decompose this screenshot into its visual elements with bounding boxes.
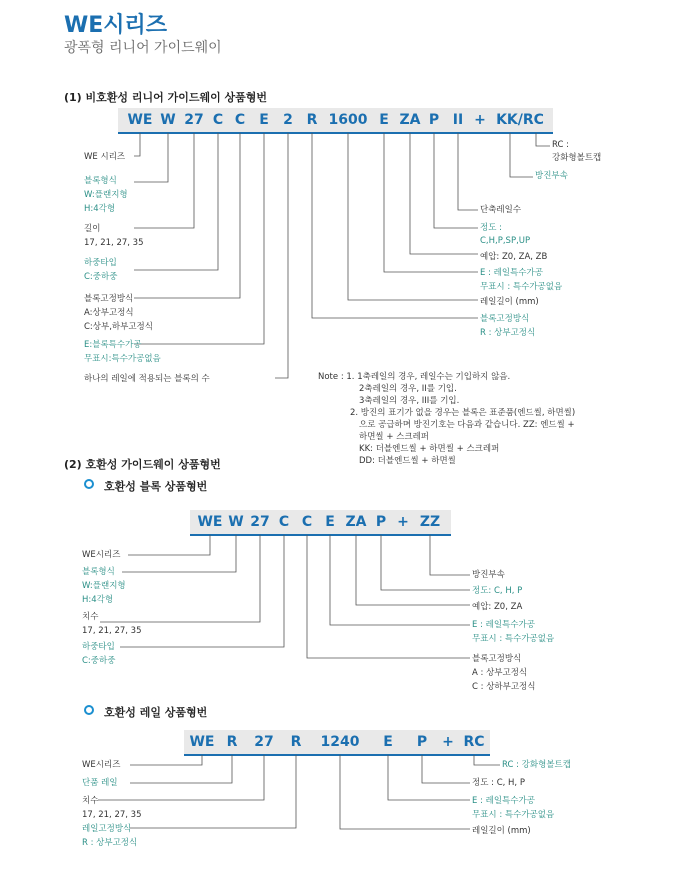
block-heading-text: 호환성 블록 상품형번 — [104, 480, 208, 493]
block-label-dust: 방진부속 — [472, 570, 505, 580]
label-series: WE 시리즈 — [84, 152, 126, 162]
block-label-block-type: 블록형식 — [82, 567, 115, 577]
label-rail-mount: 블록고정방식 — [480, 314, 530, 324]
code-seg: WE — [127, 112, 153, 128]
rail-label-size-vals: 17, 21, 27, 35 — [82, 810, 142, 820]
label-mount-a: A:상부고정식 — [84, 308, 134, 318]
block-label-size: 치수 — [82, 612, 99, 622]
section2-heading: (2) 호환성 가이드웨이 상품형번 — [64, 458, 221, 471]
code-seg: 27 — [250, 514, 270, 530]
rail-heading-text: 호환성 레일 상품형번 — [104, 706, 208, 719]
label-rail-mount-r: R : 상부고정식 — [480, 328, 536, 338]
code-seg: 27 — [184, 112, 204, 128]
code-seg: E — [383, 734, 393, 750]
label-rc: RC : — [552, 140, 569, 150]
code-seg: ZZ — [419, 514, 441, 530]
rail-label-e: E : 레일특수가공 — [472, 796, 535, 806]
code-seg: R — [290, 734, 302, 750]
label-width: 길이 — [84, 224, 101, 234]
label-preload: 예압: Z0, ZA, ZB — [480, 252, 548, 262]
label-block-type-w: W:플랜지형 — [84, 190, 128, 200]
label-rails: 단축레일수 — [480, 205, 522, 215]
code-seg: R — [226, 734, 238, 750]
code-seg: C — [234, 112, 246, 128]
code-seg: E — [325, 514, 335, 530]
note-line: 2축레일의 경우, II를 기입. — [359, 384, 457, 394]
section1-heading: (1) 비호환성 리니어 가이드웨이 상품형번 — [64, 91, 268, 104]
code-seg: R — [306, 112, 318, 128]
label-load: 하중타입 — [84, 258, 117, 268]
label-dust: 방진부속 — [535, 171, 568, 181]
code-seg: W — [160, 112, 176, 128]
rail-label-series: WE시리즈 — [82, 760, 121, 770]
code-seg: WE — [197, 514, 223, 530]
code-seg: C — [301, 514, 313, 530]
code-seg: RC — [463, 734, 485, 750]
label-blocks-per-rail: 하나의 레일에 적용되는 블록의 수 — [84, 374, 210, 384]
code-seg: E — [379, 112, 389, 128]
rail-label-rc: RC : 강화형볼트캡 — [502, 760, 571, 770]
code-seg: + — [474, 112, 486, 128]
label-e-rail: E : 레일특수가공 — [480, 268, 543, 278]
block-label-e: E : 레일특수가공 — [472, 620, 535, 630]
block-label-block-type-h: H:4각형 — [82, 595, 114, 605]
block-label-load-c: C:중하중 — [82, 656, 116, 666]
rail-label-len: 레일길이 (mm) — [472, 826, 531, 836]
label-mount: 블록고정방식 — [84, 294, 134, 304]
rail-label-single: 단품 레일 — [82, 778, 118, 788]
code-seg: 1600 — [328, 112, 368, 128]
code-seg: II — [452, 112, 464, 128]
code-seg: E — [259, 112, 269, 128]
rail-label-mount: 레일고정방식 — [82, 824, 132, 834]
code-seg: C — [278, 514, 290, 530]
block-label-size-vals: 17, 21, 27, 35 — [82, 626, 142, 636]
block-label-mount: 블록고정방식 — [472, 654, 522, 664]
note-line: 하면씰 + 스크레퍼 — [359, 432, 430, 442]
rail-label-accuracy: 정도 : C, H, P — [472, 778, 525, 788]
page-title: WE시리즈 — [64, 13, 168, 38]
rail-label-e-none: 무표시 : 특수가공없음 — [472, 810, 555, 820]
label-e-none: 무표시:특수가공없음 — [84, 354, 161, 364]
block-label-preload: 예압: Z0, ZA — [472, 602, 523, 612]
label-e-block: E:블록특수가공 — [84, 340, 142, 350]
block-label-block-type-w: W:플랜지형 — [82, 581, 126, 591]
label-rc-desc: 강화형볼트캡 — [552, 153, 602, 163]
code-seg: ZA — [345, 514, 367, 530]
code-seg: + — [442, 734, 454, 750]
code-seg: ZA — [399, 112, 421, 128]
label-mount-c: C:상부,하부고정식 — [84, 322, 153, 332]
code-seg: WE — [189, 734, 215, 750]
label-accuracy: 정도 : — [480, 223, 502, 233]
note-line: 2. 방진의 표기가 없을 경우는 블록은 표준품(엔드씰, 하면씰) — [350, 408, 576, 418]
code-seg: P — [375, 514, 387, 530]
label-e-rail-none: 무표시 : 특수가공없음 — [480, 282, 563, 292]
code-seg: P — [416, 734, 428, 750]
label-block-type-h: H:4각형 — [84, 204, 116, 214]
code-seg: W — [228, 514, 244, 530]
label-rail-len: 레일길이 (mm) — [480, 297, 539, 307]
code-seg: P — [428, 112, 440, 128]
block-label-series: WE시리즈 — [82, 550, 121, 560]
code-seg: + — [397, 514, 409, 530]
rail-label-mount-r: R : 상부고정식 — [82, 838, 138, 848]
rail-label-size: 치수 — [82, 796, 99, 806]
note-line: KK: 더블엔드씰 + 하면씰 + 스크레퍼 — [359, 444, 500, 454]
note-line: DD: 더블엔드씰 + 하면씰 — [359, 456, 456, 466]
block-label-accuracy: 정도: C, H, P — [472, 586, 523, 596]
block-label-e-none: 무표시 : 특수가공없음 — [472, 634, 555, 644]
code-seg: C — [212, 112, 224, 128]
label-block-type: 블록형식 — [84, 176, 117, 186]
label-accuracy-vals: C,H,P,SP,UP — [480, 236, 531, 246]
note-line: Note : 1. 1축레일의 경우, 레일수는 기입하지 않음. — [318, 372, 511, 382]
note-line: 3축레일의 경우, III를 기입. — [359, 396, 460, 406]
note-line: 으로 공급하며 방진기호는 다음과 같습니다. ZZ: 엔드씰 + — [359, 420, 575, 430]
page-subtitle: 광폭형 리니어 가이드웨이 — [64, 40, 222, 56]
block-label-load: 하중타입 — [82, 642, 115, 652]
label-width-vals: 17, 21, 27, 35 — [84, 238, 144, 248]
code-seg: 2 — [283, 112, 293, 128]
code-seg: 27 — [254, 734, 274, 750]
block-label-mount-c: C : 상하부고정식 — [472, 682, 536, 692]
code-seg: KK/RC — [496, 112, 544, 128]
code-seg: 1240 — [320, 734, 360, 750]
label-load-c: C:중하중 — [84, 272, 118, 282]
block-label-mount-a: A : 상부고정식 — [472, 668, 528, 678]
